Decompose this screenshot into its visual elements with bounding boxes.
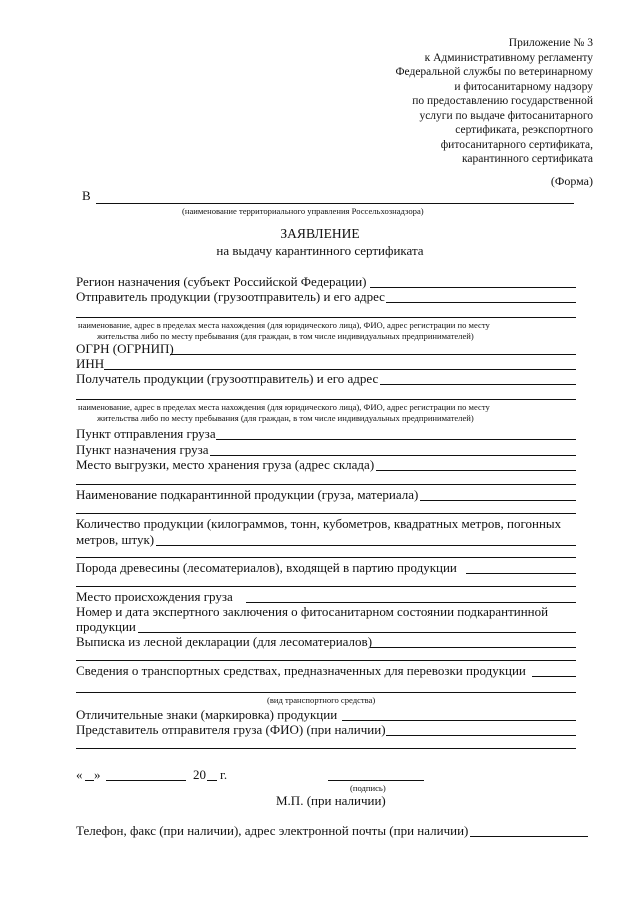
signature-line[interactable] <box>328 780 424 781</box>
header-line: фитосанитарного сертификата, <box>440 138 593 151</box>
sender-label: Отправитель продукции (грузоотправитель) и его адрес <box>76 289 385 304</box>
date-day-line[interactable] <box>85 780 94 781</box>
representative-extra-line[interactable] <box>76 748 576 749</box>
header-line: Приложение № 3 <box>508 37 593 49</box>
product-name-label: Наименование подкарантинной продукции (груза, материала) <box>76 487 419 502</box>
header-line: карантинного сертификата <box>461 153 593 165</box>
expert-conclusion-field-line[interactable] <box>138 632 576 633</box>
addressee-hint: (наименование территориального управления Россельхознадзора) <box>182 206 424 216</box>
transport-extra-line[interactable] <box>76 692 576 693</box>
expert-conclusion-label: продукции <box>76 619 136 634</box>
marking-field-line[interactable] <box>342 720 576 721</box>
addressee-line[interactable] <box>96 203 574 204</box>
inn-field-line[interactable] <box>104 369 576 370</box>
recipient-field-line[interactable] <box>380 384 576 385</box>
sender-hint: жительства либо по месту пребывания (для граждан, в том числе индивидуальных предпринимателей) <box>97 331 474 341</box>
appendix-header <box>395 36 593 167</box>
date-year-suffix: г. <box>220 767 228 782</box>
destination-label: Пункт назначения груза <box>76 442 209 457</box>
expert-conclusion-label: Номер и дата экспертного заключения о фитосанитарном состоянии подкарантинной <box>76 604 549 619</box>
representative-field-line[interactable] <box>386 735 576 736</box>
date-year-line[interactable] <box>207 780 217 781</box>
inn-label: ИНН <box>76 356 105 371</box>
origin-field-line[interactable] <box>246 602 576 603</box>
departure-label: Пункт отправления груза <box>76 426 216 441</box>
sender-field-line[interactable] <box>386 302 576 303</box>
header-line: к Административному регламенту <box>424 51 593 64</box>
quantity-field-line[interactable] <box>156 545 576 546</box>
header-line: и фитосанитарному надзору <box>454 80 593 93</box>
addressee-prefix: В <box>82 188 91 203</box>
departure-field-line[interactable] <box>216 439 576 440</box>
wood-species-extra-line[interactable] <box>76 586 576 587</box>
origin-label: Место происхождения груза <box>76 589 233 604</box>
date-open-quote: « <box>76 767 83 782</box>
header-line: услуги по выдаче фитосанитарного <box>419 109 593 122</box>
unloading-extra-line[interactable] <box>76 484 576 485</box>
forest-declaration-label: Выписка из лесной декларации (для лесоматериалов) <box>76 634 373 649</box>
unloading-label: Место выгрузки, место хранения груза (адрес склада) <box>76 457 375 472</box>
quantity-extra-line[interactable] <box>76 557 576 558</box>
product-name-extra-line[interactable] <box>76 513 576 514</box>
recipient-hint: жительства либо по месту пребывания (для граждан, в том числе индивидуальных предпринимателей) <box>97 413 474 423</box>
forest-declaration-field-line[interactable] <box>370 647 576 648</box>
ogrn-field-line[interactable] <box>170 354 576 355</box>
representative-label: Представитель отправителя груза (ФИО) (при наличии) <box>76 722 386 737</box>
date-year-prefix: 20 <box>193 767 206 782</box>
wood-species-label: Порода древесины (лесоматериалов), входящей в партию продукции <box>76 560 457 575</box>
quantity-label: Количество продукции (килограммов, тонн, кубометров, квадратных метров, погонных <box>76 516 562 531</box>
ogrn-label: ОГРН (ОГРНИП) <box>76 341 174 356</box>
stamp-label: М.П. (при наличии) <box>276 793 386 808</box>
document-subtitle: на выдачу карантинного сертификата <box>216 243 424 258</box>
header-line: сертификата, реэкспортного <box>455 124 593 136</box>
marking-label: Отличительные знаки (маркировка) продукции <box>76 707 338 722</box>
document-title: ЗАЯВЛЕНИЕ <box>280 226 360 241</box>
contacts-field-line[interactable] <box>470 836 588 837</box>
region-label: Регион назначения (субъект Российской Федерации) <box>76 274 367 289</box>
quantity-label: метров, штук) <box>76 532 155 547</box>
header-line: Федеральной службы по ветеринарному <box>395 66 593 78</box>
unloading-field-line[interactable] <box>376 470 576 471</box>
wood-species-field-line[interactable] <box>466 573 576 574</box>
date-close-quote: » <box>94 767 101 782</box>
sender-hint: наименование, адрес в пределах места нахождения (для юридического лица), ФИО, адрес регистрации по месту <box>78 320 490 330</box>
signature-hint: (подпись) <box>350 783 386 793</box>
product-name-field-line[interactable] <box>420 500 576 501</box>
header-line: по предоставлению государственной <box>412 95 593 107</box>
transport-label: Сведения о транспортных средствах, предназначенных для перевозки продукции <box>76 663 526 678</box>
sender-extra-line[interactable] <box>76 317 576 318</box>
transport-field-line[interactable] <box>532 676 576 677</box>
transport-hint: (вид транспортного средства) <box>267 695 376 705</box>
contacts-label: Телефон, факс (при наличии), адрес электронной почты (при наличии) <box>76 823 469 838</box>
recipient-label: Получатель продукции (грузоотправитель) и его адрес <box>76 371 379 386</box>
destination-field-line[interactable] <box>210 455 576 456</box>
forest-declaration-extra-line[interactable] <box>76 660 576 661</box>
date-month-line[interactable] <box>106 780 186 781</box>
recipient-hint: наименование, адрес в пределах места нахождения (для юридического лица), ФИО, адрес регистрации по месту <box>78 402 490 412</box>
region-field-line[interactable] <box>370 287 576 288</box>
form-label: (Форма) <box>550 174 593 188</box>
recipient-extra-line[interactable] <box>76 399 576 400</box>
